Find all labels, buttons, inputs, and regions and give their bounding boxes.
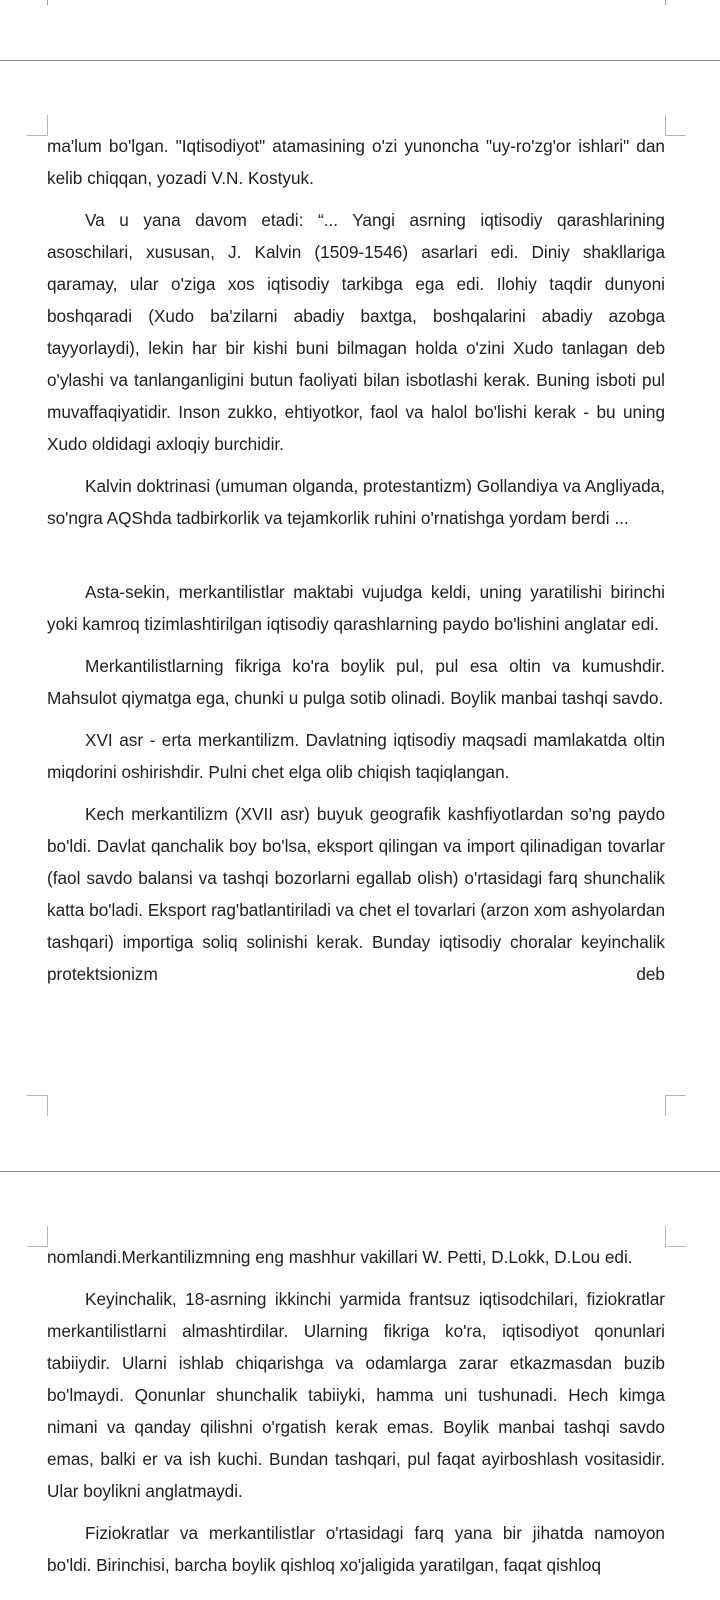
paragraph: Fiziokratlar va merkantilistlar o'rtasidagi farq yana bir jihatda namoyon bo'ldi. Birinchisi, barcha boylik qishloq xo'jaligida yaratilgan, faqat qishloq	[47, 1523, 665, 1575]
page-body	[47, 130, 665, 1000]
previous-page-left-tick	[47, 0, 48, 5]
paragraph: ma'lum bo'lgan. "Iqtisodiyot" atamasining o'zi yunoncha "uy-ro'zg'or ishlari" dan kelib chiqqan, yozadi V.N. Kostyuk.	[47, 136, 665, 188]
page-separator	[0, 60, 720, 61]
margin-corner-top-left	[27, 1226, 48, 1247]
empty-line	[47, 544, 665, 576]
paragraph: nomlandi.Merkantilizmning eng mashhur vakillari W. Petti, D.Lokk, D.Lou edi.	[47, 1247, 633, 1267]
page-body	[47, 1241, 665, 1591]
page-separator	[0, 1171, 720, 1172]
paragraph: XVI asr - erta merkantilizm. Davlatning iqtisodiy maqsadi mamlakatda oltin miqdorini oshirishdir. Pulni chet elga olib chiqish taqiqlangan.	[47, 730, 665, 782]
paragraph: Merkantilistlarning fikriga ko'ra boylik pul, pul esa oltin va kumushdir. Mahsulot qiymatga ega, chunki u pulga sotib olinadi. Boylik manbai tashqi savdo.	[47, 656, 665, 708]
paragraph: Va u yana davom etadi: “... Yangi asrning iqtisodiy qarashlarining asoschilari, xususan, J. Kalvin (1509-1546) asarlari edi. Diniy shakllariga qaramay, ular o'ziga xos iqtisodiy tarkibga ega edi. Ilohiy taqdir dunyoni boshqaradi (Xudo ba'zilarni abadiy baxtga, boshqalarini abadiy azobga tayyorlaydi), lekin har bir kishi buni bilmagan holda o'zini Xudo tanlagan deb o'ylashi va tanlanganligini butun faoliyati bilan isbotlashi kerak. Buning isboti pul muvaffaqiyatidir. Inson zukko, ehtiyotkor, faol va halol bo'lishi kerak - bu uning Xudo oldidagi axloqiy burchidir.	[47, 210, 665, 454]
margin-corner-top-right	[665, 115, 686, 136]
margin-corner-bottom-right	[665, 1095, 686, 1116]
paragraph: Keyinchalik, 18-asrning ikkinchi yarmida frantsuz iqtisodchilari, fiziokratlar merkantilistlarni almashtirdilar. Ularning fikriga ko'ra, iqtisodiyot qonunlari tabiiydir. Ularni ishlab chiqarishga va odamlarga zarar etkazmasdan buzib bo'lmaydi. Qonunlar shunchalik tabiiyki, hamma uni tushunadi. Hech kimga nimani va qanday qilishni o'rgatish kerak emas. Boylik manbai tashqi savdo emas, balki er va ish kuchi. Bundan tashqari, pul faqat ayirboshlash vositasidir. Ular boylikni anglatmaydi.	[47, 1289, 665, 1501]
margin-corner-top-right	[665, 1226, 686, 1247]
paragraph: Kech merkantilizm (XVII asr) buyuk geografik kashfiyotlardan so'ng paydo bo'ldi. Davlat qanchalik boy bo'lsa, eksport qilingan va import qilinadigan tovarlar (faol savdo balansi va tashqi bozorlarni egallab olish) o'rtasidagi farq shunchalik katta bo'ladi. Eksport rag'batlantiriladi va chet el tovarlari (arzon xom ashyolardan tashqari) importiga soliq solinishi kerak. Bunday iqtisodiy choralar keyinchalik protektsionizm deb	[47, 804, 665, 984]
margin-corner-bottom-left	[27, 1095, 48, 1116]
paragraph: Kalvin doktrinasi (umuman olganda, protestantizm) Gollandiya va Angliyada, so'ngra AQShda tadbirkorlik va tejamkorlik ruhini o'rnatishga yordam berdi ...	[47, 476, 665, 528]
paragraph: Asta-sekin, merkantilistlar maktabi vujudga keldi, uning yaratilishi birinchi yoki kamroq tizimlashtirilgan iqtisodiy qarashlarning paydo bo'lishini anglatar edi.	[47, 582, 665, 634]
previous-page-right-tick	[665, 0, 666, 5]
margin-corner-top-left	[27, 115, 48, 136]
